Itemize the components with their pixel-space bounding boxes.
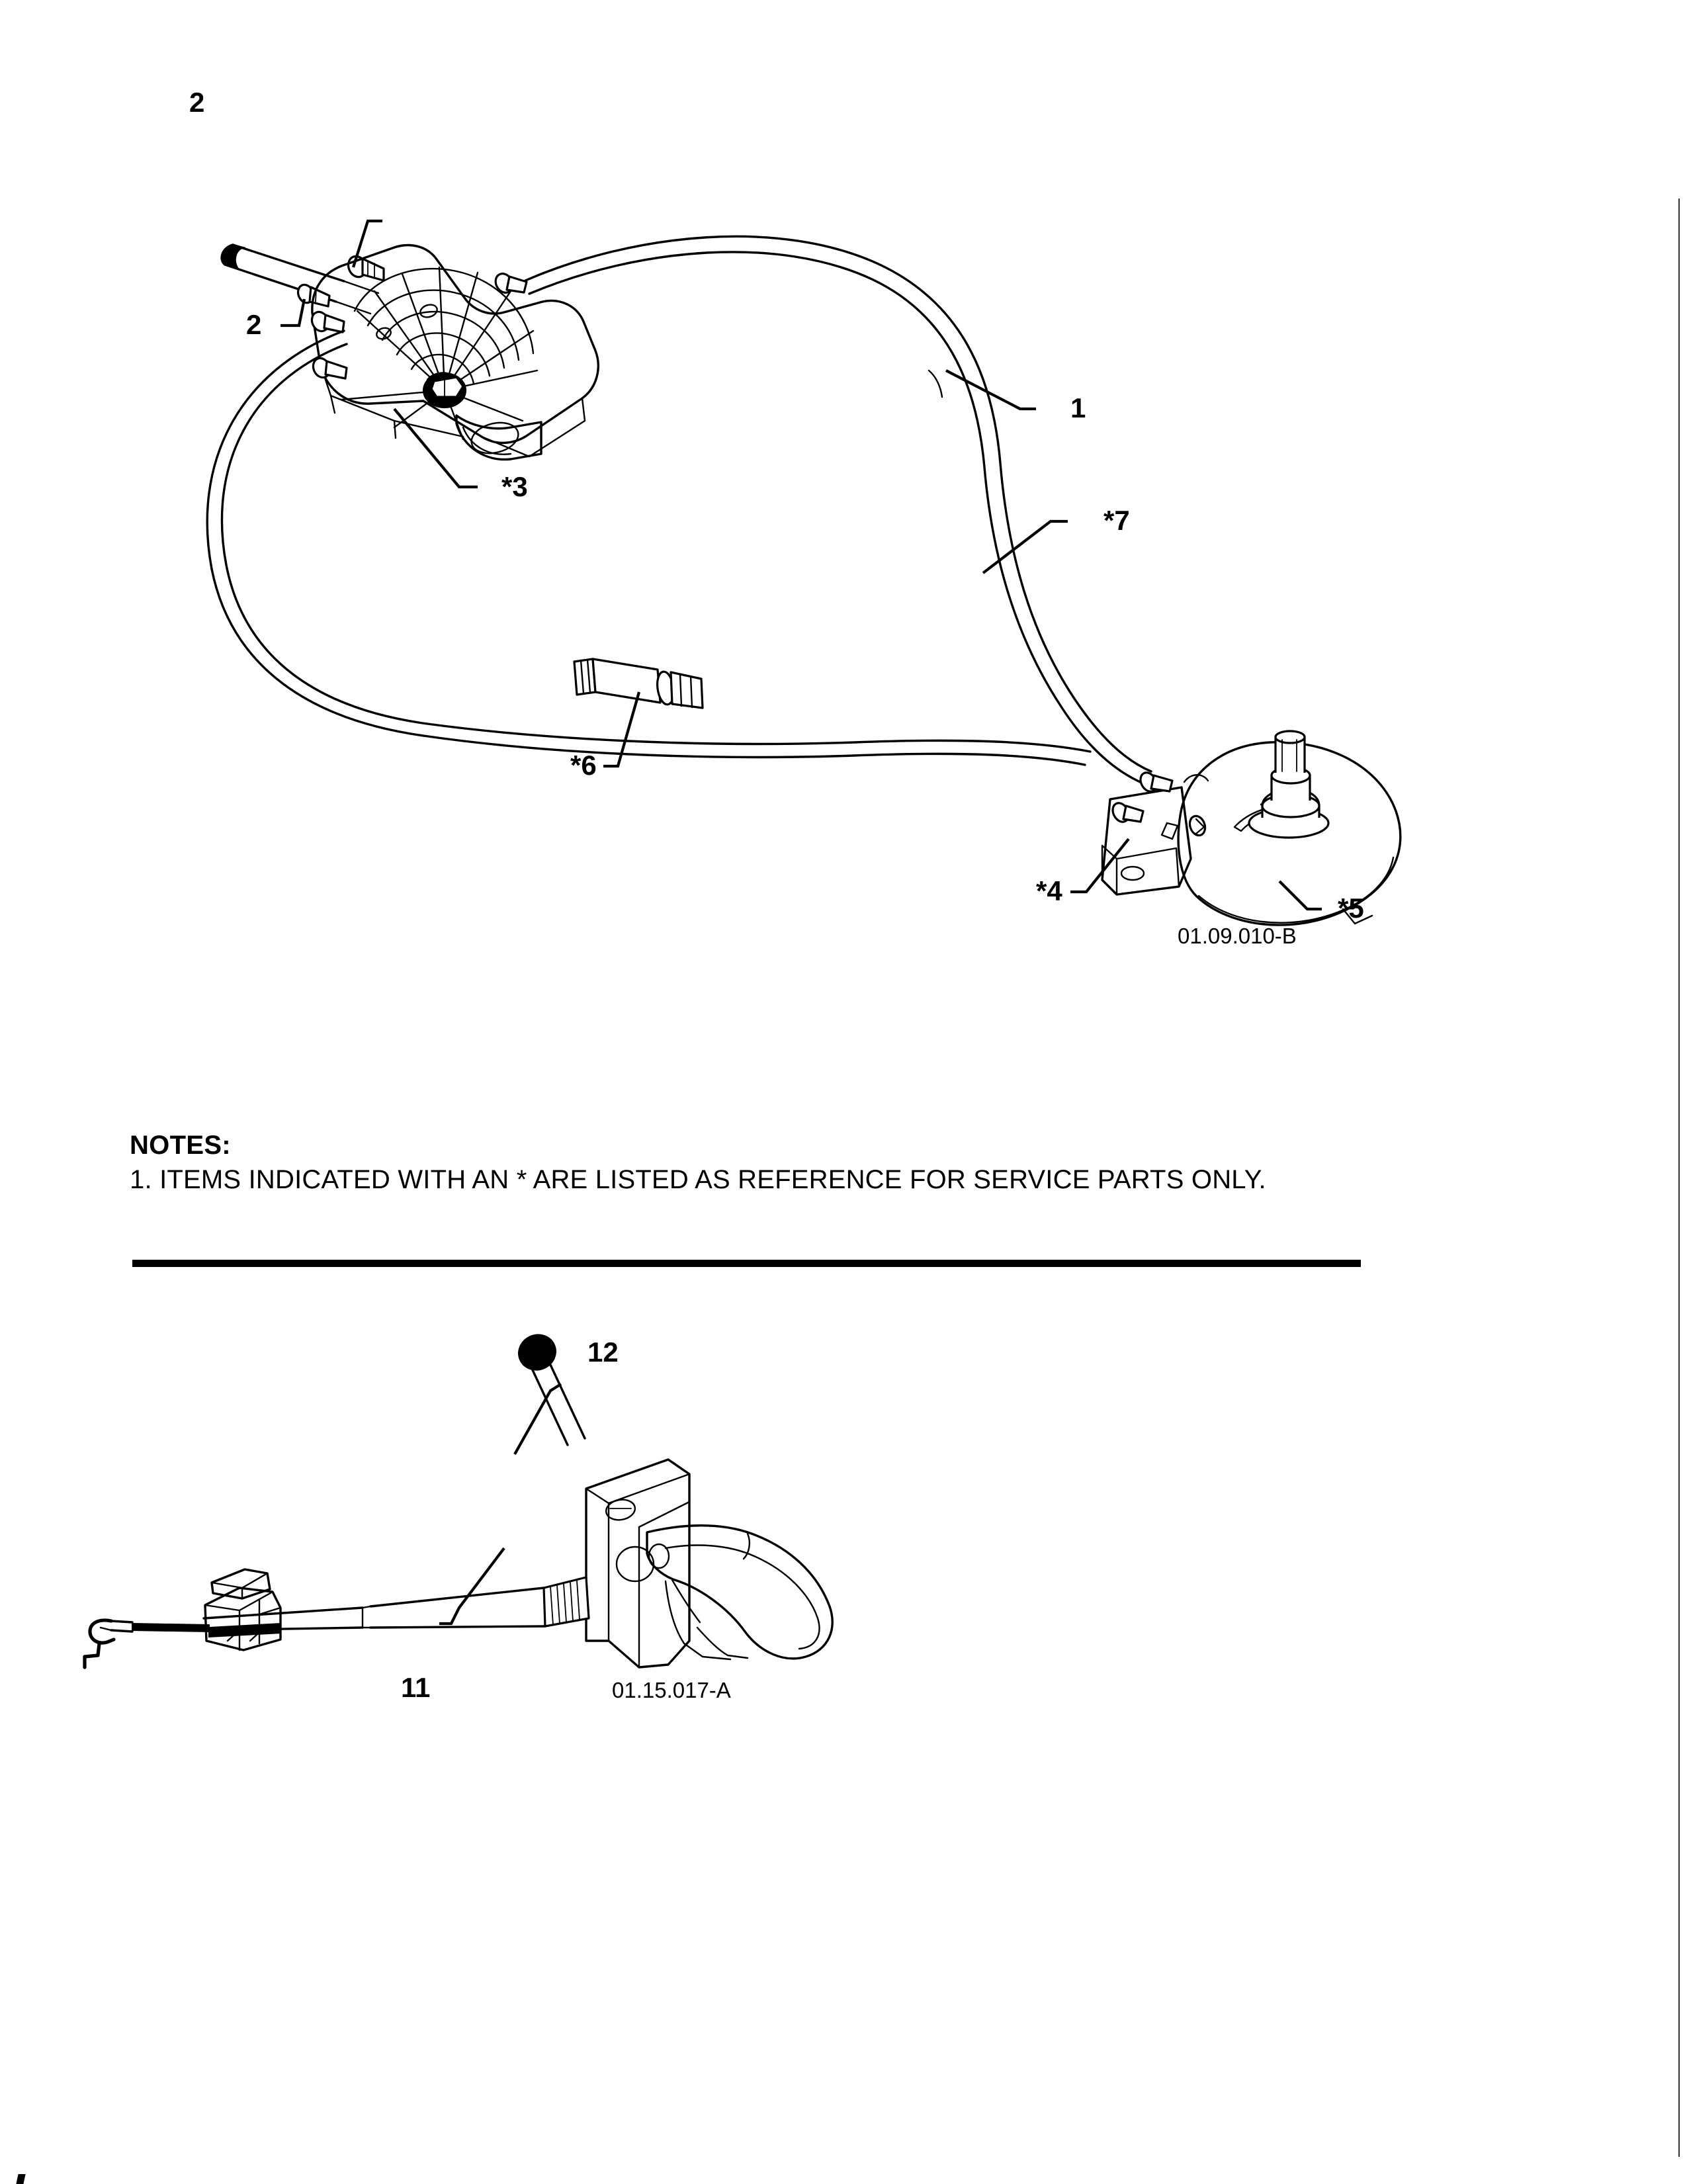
control-lever-bracket bbox=[586, 1460, 832, 1667]
cable-adjuster bbox=[574, 659, 703, 708]
callout-transmission: *5 bbox=[1338, 893, 1364, 924]
cable-housing-clip bbox=[205, 1569, 281, 1650]
upper-assembly-drawing bbox=[0, 0, 1522, 992]
cable-end-z-fitting bbox=[85, 1620, 209, 1667]
callout-cable-adjuster: *6 bbox=[570, 750, 597, 781]
callout-lever-screw: 12 bbox=[587, 1336, 619, 1368]
lever-screw bbox=[513, 1329, 585, 1445]
callout-lever-rod: 11 bbox=[401, 1672, 431, 1703]
callout-blower-housing: *3 bbox=[501, 471, 528, 502]
scan-speck bbox=[16, 2174, 25, 2184]
notes-block bbox=[130, 1131, 1387, 1194]
cable-anchor-top bbox=[492, 271, 527, 296]
drawing-number-upper: 01.09.010-B bbox=[1178, 924, 1297, 948]
callout-fastener-bottom: 2 bbox=[246, 309, 262, 340]
lower-assembly-drawing bbox=[0, 1297, 926, 1727]
leader-lines-upper bbox=[281, 221, 1322, 909]
notes-heading: NOTES: bbox=[130, 1131, 231, 1160]
notes-item-1: 1. ITEMS INDICATED WITH AN * ARE LISTED AS REFERENCE FOR SERVICE PARTS ONLY. bbox=[130, 1165, 1266, 1194]
callout-fastener-top: 2 bbox=[189, 87, 205, 118]
handlebar-tube bbox=[222, 245, 378, 314]
callout-control-cable: 1 bbox=[1070, 392, 1086, 423]
section-divider bbox=[132, 1260, 1361, 1267]
callout-mount-bracket: *4 bbox=[1036, 875, 1062, 906]
cable-shaft bbox=[204, 1577, 589, 1630]
control-cable-primary bbox=[525, 236, 1151, 783]
blower-housing bbox=[309, 245, 598, 460]
callout-cable-sheath: *7 bbox=[1103, 505, 1130, 536]
page-edge-rule bbox=[1678, 198, 1680, 2157]
drawing-number-lower: 01.15.017-A bbox=[612, 1678, 731, 1702]
